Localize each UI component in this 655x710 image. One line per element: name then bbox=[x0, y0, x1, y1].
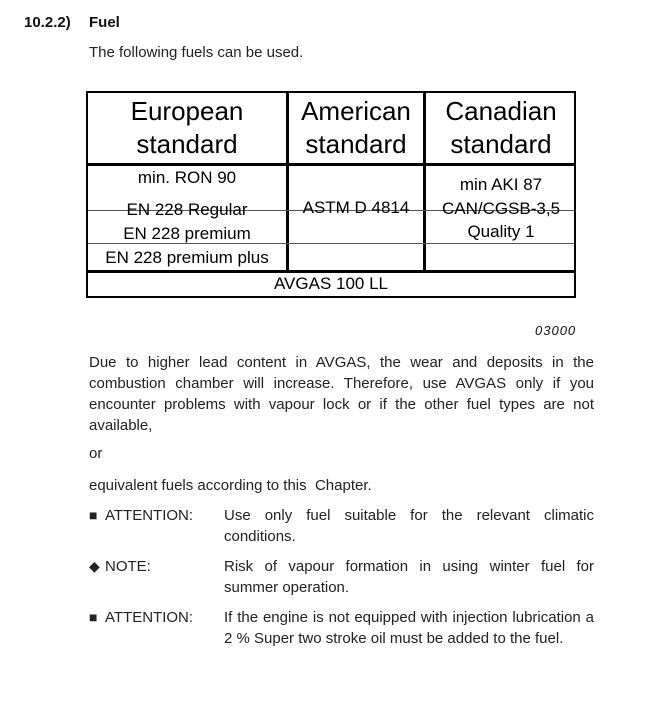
european-cell: EN 228 premium plus bbox=[105, 248, 269, 267]
attention-note bbox=[89, 505, 594, 547]
canadian-cell: CAN/CGSB-3,5 bbox=[441, 199, 561, 218]
note-text: Use only fuel suitable for the relevant climatic conditions. bbox=[224, 507, 594, 545]
european-cell: EN 228 premium bbox=[123, 224, 251, 243]
header-european: European standard bbox=[130, 96, 244, 159]
figure-code: 03000 bbox=[535, 323, 577, 338]
intro-text: The following fuels can be used. bbox=[89, 44, 304, 61]
square-bullet-icon: ■ bbox=[89, 507, 98, 523]
header-american: American standard bbox=[301, 96, 411, 159]
equivalent-fuels-text: equivalent fuels according to this Chapter. bbox=[89, 477, 372, 494]
section-number: 10.2.2) bbox=[24, 14, 71, 31]
avgas-footer-cell: AVGAS 100 LL bbox=[273, 274, 389, 293]
diamond-bullet-icon: ◆ bbox=[89, 558, 100, 574]
note-label: ATTENTION: bbox=[105, 609, 194, 626]
section-heading bbox=[24, 14, 120, 31]
square-bullet-icon: ■ bbox=[89, 609, 98, 625]
header-canadian: Canadian standard bbox=[445, 96, 557, 159]
footer-divider bbox=[88, 270, 574, 273]
american-cell: ASTM D 4814 bbox=[302, 198, 410, 217]
note-note bbox=[89, 556, 594, 598]
section-title: Fuel bbox=[89, 14, 120, 31]
european-cell: min. RON 90 bbox=[137, 168, 237, 187]
canadian-cell: Quality 1 bbox=[467, 222, 535, 241]
european-cell: EN 228 Regular bbox=[126, 200, 248, 219]
or-text: or bbox=[89, 445, 103, 462]
note-text: If the engine is not equipped with injection lubrication a 2 % Super two stroke oil must be added to the fuel. bbox=[224, 609, 594, 647]
attention-note bbox=[89, 607, 594, 649]
note-label: NOTE: bbox=[105, 558, 151, 575]
note-text: Risk of vapour formation in using winter fuel for summer operation. bbox=[224, 558, 594, 596]
avgas-paragraph: Due to higher lead content in AVGAS, the wear and deposits in the combustion chamber will increase. Therefore, use AVGAS only if you encounter problems with vapour lock or if the other fuel types are not available, bbox=[89, 354, 594, 434]
header-divider bbox=[88, 163, 574, 166]
note-label: ATTENTION: bbox=[105, 507, 194, 524]
canadian-cell: min AKI 87 bbox=[459, 175, 543, 194]
fuel-standards-table bbox=[86, 91, 576, 298]
